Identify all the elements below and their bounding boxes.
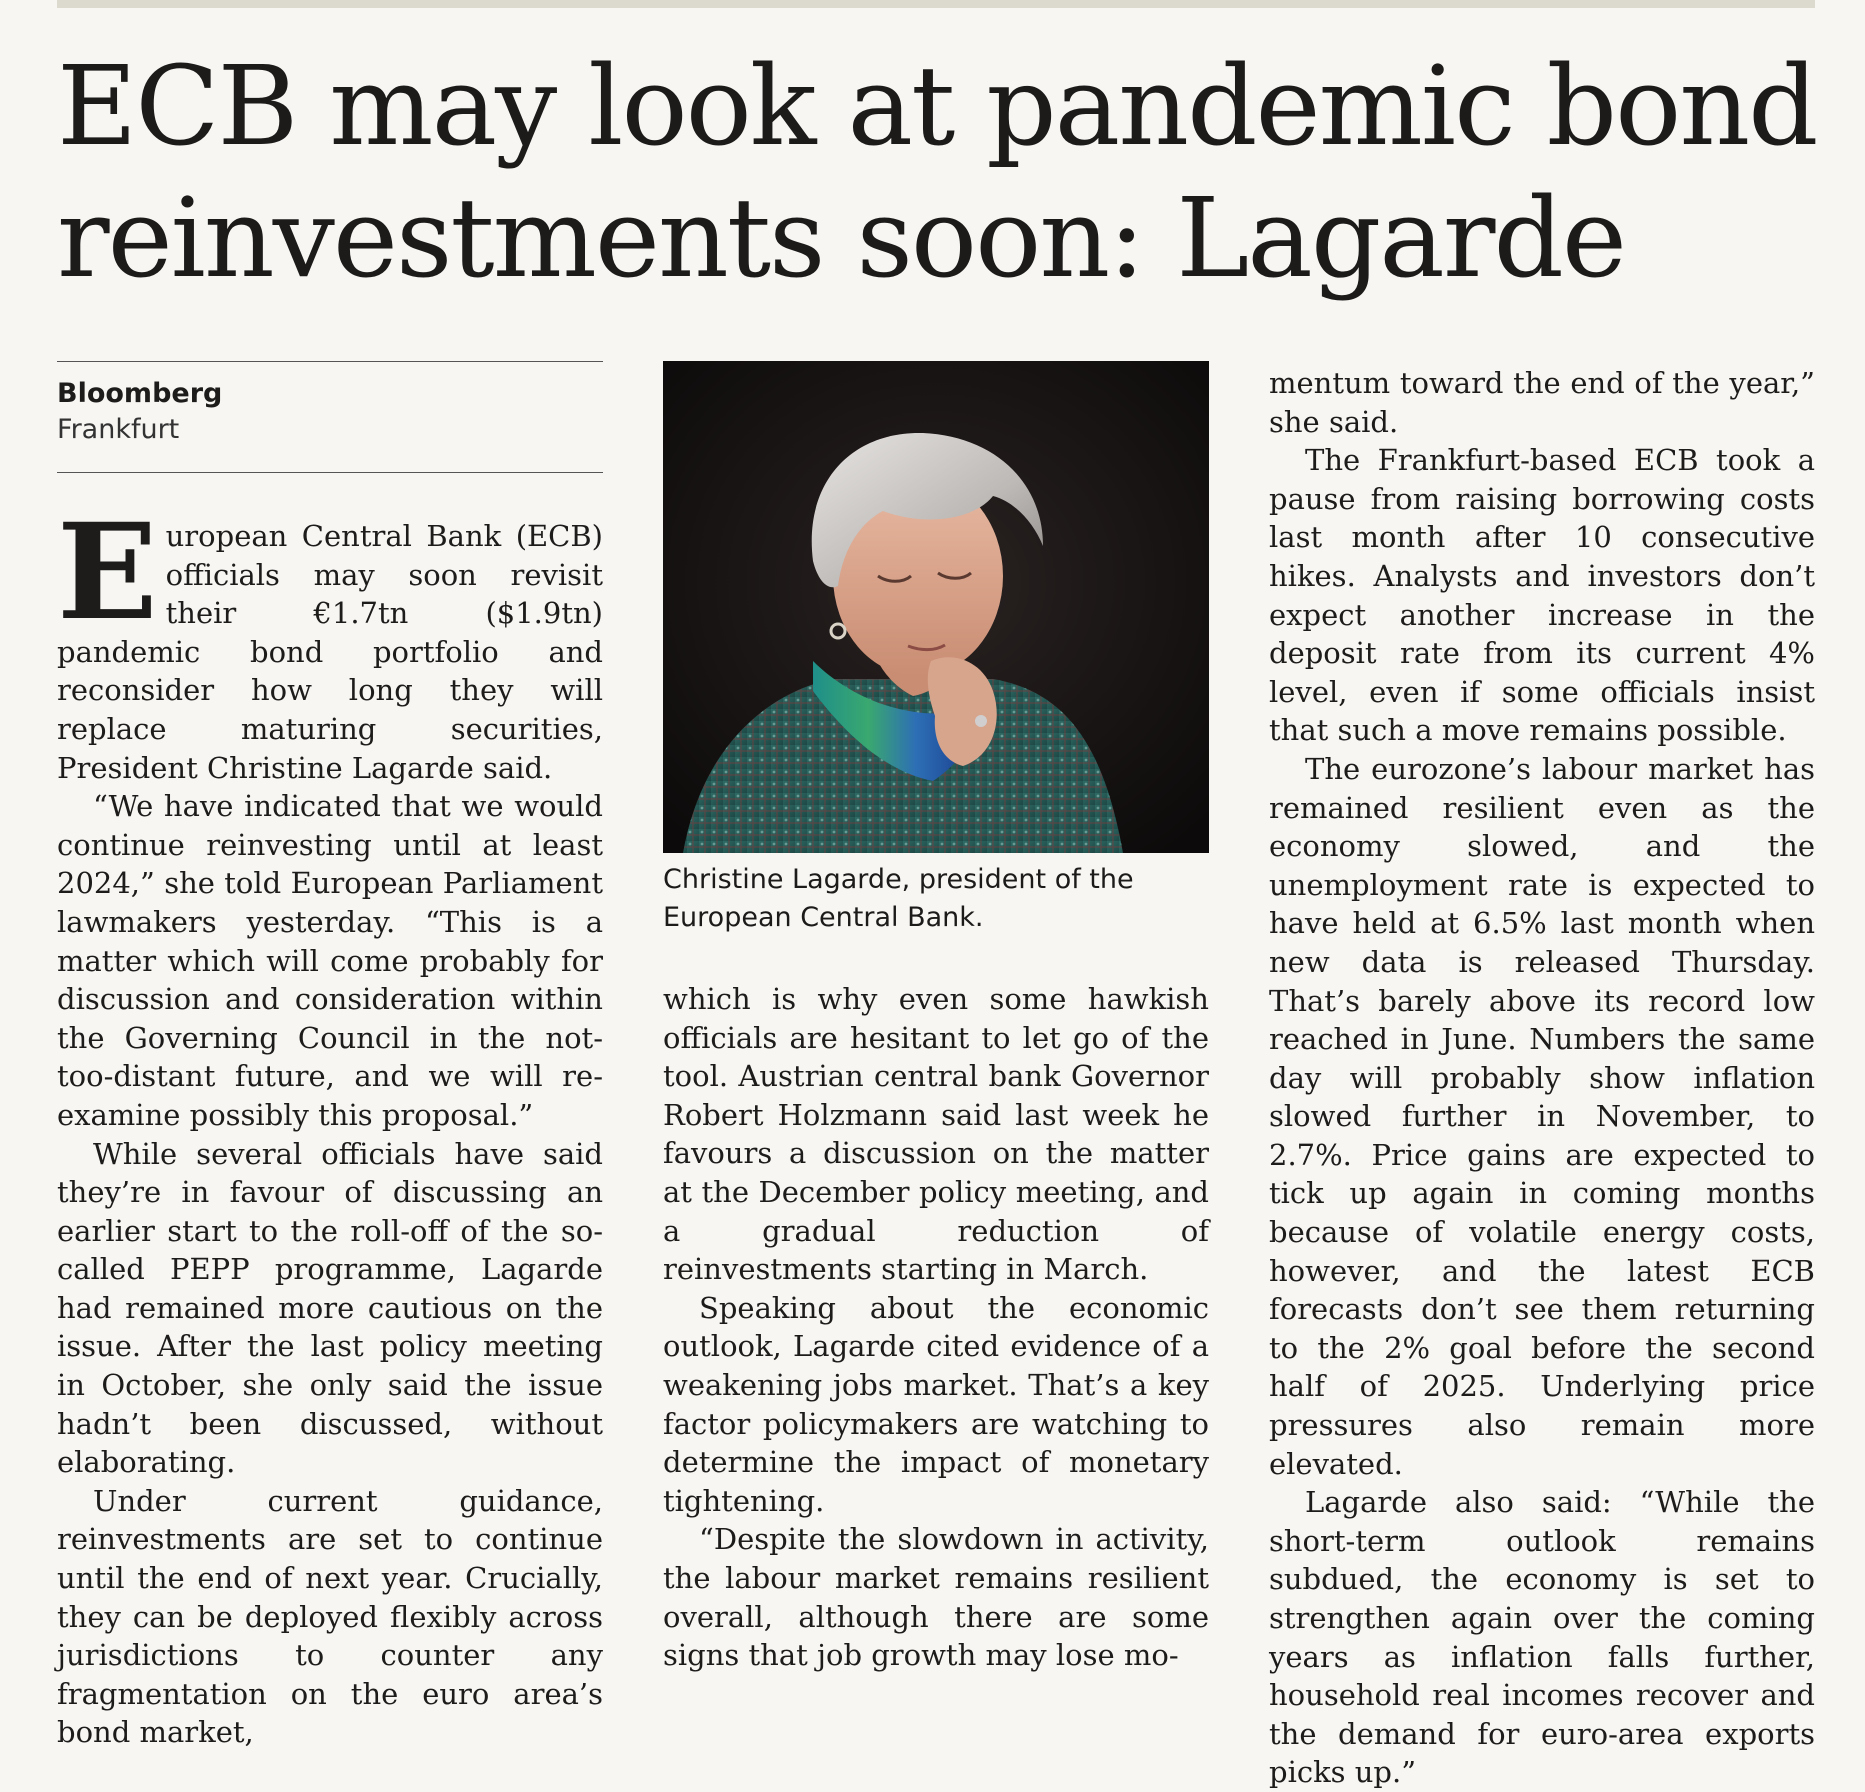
- paragraph: “Despite the slowdown in activity, the labour market remains resilient overall, although there are some signs that job growth may lose mo-: [663, 1522, 1209, 1673]
- paragraph: [57, 495, 603, 787]
- paragraph: Speaking about the economic outlook, Lagarde cited evidence of a weakening jobs market. That’s a key factor policymakers are watching to determine the impact of monetary tightening.: [663, 1290, 1209, 1518]
- paragraph: Lagarde also said: “While the short-term outlook remains subdued, the economy is set to strengthen again over the coming years as inflation falls further, household real incomes recover and the demand for euro-area exports picks up.”: [1269, 1485, 1815, 1790]
- paragraph: The eurozone’s labour market has remained resilient even as the economy slowed, and the unemployment rate is expected to have held at 6.5% last month when new data is released Thursday. That’s barely above its record low reached in June. Numbers the same day will probably show inflation slowed further in November, to 2.7%. Price gains are expected to tick up again in coming months because of volatile energy costs, however, and the latest ECB forecasts don’t see them returning to the 2% goal before the second half of 2025. Underlying price pressures also remain more elevated.: [1269, 751, 1815, 1481]
- article-column-2: [663, 980, 1209, 1675]
- lagarde-photo: [663, 361, 1209, 853]
- byline: [57, 361, 603, 473]
- paragraph: While several officials have said they’re in favour of discussing an earlier start to the roll-off of the so-called PEPP programme, Lagarde had remained more cautious on the issue. After the last policy meeting in October, she only said the issue hadn’t been discussed, without elaborating.: [57, 1136, 603, 1480]
- paragraph: which is why even some hawkish officials are hesitant to let go of the tool. Austrian central bank Governor Robert Holzmann said last week he favours a discussion on the matter at the December policy meeting, and a gradual reduction of reinvestments starting in March.: [663, 982, 1209, 1287]
- paragraph: mentum toward the end of the year,” she said.: [1269, 366, 1815, 439]
- article-column-3: [1269, 364, 1815, 1792]
- headline: ECB may look at pandemic bond reinvestments soon: Lagarde: [57, 42, 1817, 302]
- paragraph: Under current guidance, reinvestments are set to continue until the end of next year. Crucially, they can be deployed flexibly across jurisdictions to counter any fragmentation on the euro area’s bond market,: [57, 1483, 603, 1750]
- top-rule: [57, 0, 1815, 8]
- byline-dateline: Frankfurt: [57, 414, 180, 445]
- paragraph-text: uropean Central Bank (ECB) officials may soon revisit their €1.7tn ($1.9tn) pandemic bond portfolio and reconsider how long they will replace maturing securities, President Christine Lagarde said.: [57, 519, 603, 785]
- paragraph: The Frankfurt-based ECB took a pause from raising borrowing costs last month after 10 consecutive hikes. Analysts and investors don’t expect another increase in the deposit rate from its current 4% level, even if some officials insist that such a move remains possible.: [1269, 443, 1815, 748]
- article-column-1: [57, 495, 603, 1752]
- paragraph: “We have indicated that we would continue reinvesting until at least 2024,” she told European Parliament lawmakers yesterday. “This is a matter which will come probably for discussion and consideration within the Governing Council in the not-too-distant future, and we will re-examine possibly this proposal.”: [57, 789, 603, 1132]
- photo-caption: Christine Lagarde, president of the European Central Bank.: [663, 864, 1134, 933]
- byline-agency: Bloomberg: [57, 378, 223, 409]
- portrait-image: [663, 361, 1209, 853]
- drop-cap: E: [57, 495, 158, 650]
